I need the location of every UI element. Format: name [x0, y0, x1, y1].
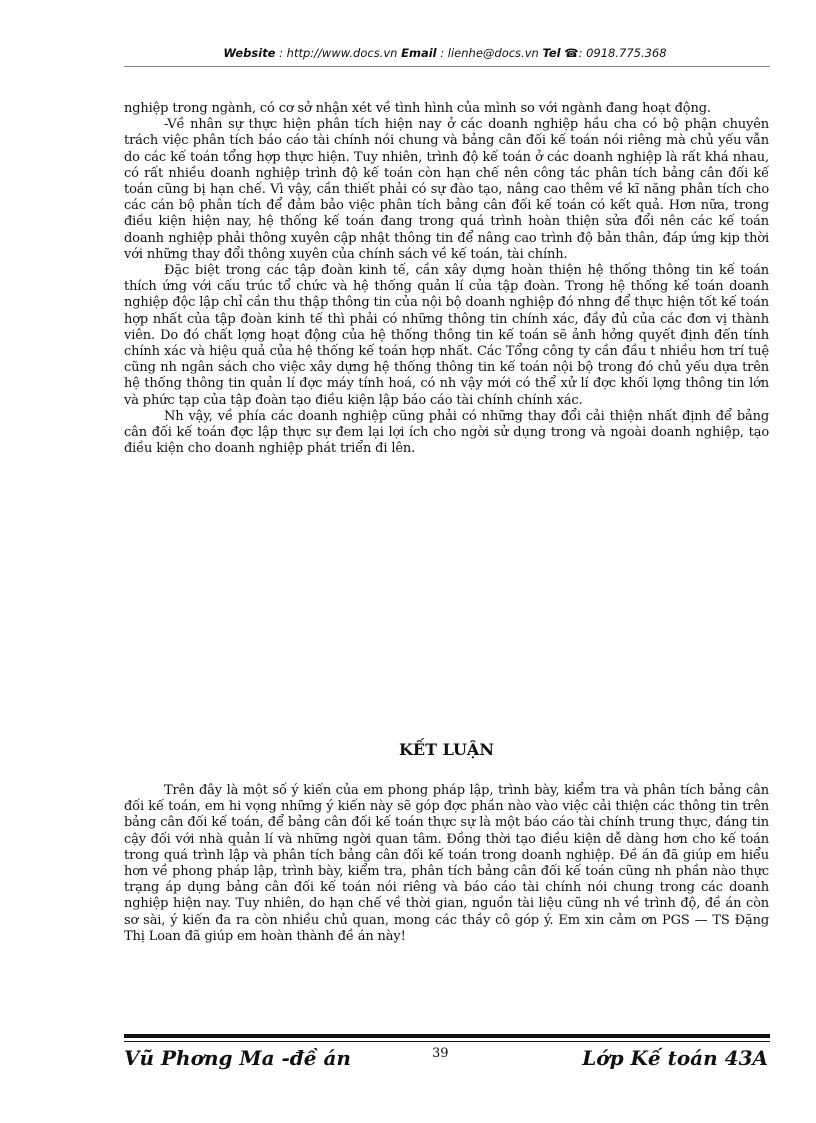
website-value: : http://www.docs.vn: [279, 46, 398, 60]
footer-author: Vũ Phơng Ma -đề án: [124, 1046, 351, 1070]
footer-class: Lớp Kế toán 43A: [582, 1046, 768, 1070]
page-header: [120, 46, 770, 60]
page-number: 39: [432, 1046, 449, 1061]
footer-rule-thick: [124, 1034, 770, 1038]
conclusion-text: [124, 783, 769, 945]
body-paragraph: -Về nhân sự thực hiện phân tích hiện nay ở các doanh nghiệp hầu cha có bộ phận chuyên trách việc phân tích báo cáo tài chính nói chung và bảng cân đối kế toán nói riêng mà chủ yếu vẫn do các kế toán tổng hợp thực hiện. Tuy nhiên, trình độ kế toán ở các doanh nghiệp là rất khá nhau, có rất nhiều doanh nghiệp trình độ kế toán còn hạn chế nên công tác phân tích bảng cân đối kế toán cũng bị hạn chế. Vì vậy, cần thiết phải có sự đào tạo, nâng cao thêm về kĩ năng phân tích cho các cán bộ phân tích để đảm bảo việc phân tích bảng cân đối kế toán có kết quả. Hơn nữa, trong điều kiện hiện nay, hệ thống kế toán đang trong quá trình hoàn thiện sửa đổi nên các kế toán doanh nghiệp phải thông xuyên cập nhật thông tin để nâng cao trình độ bản thân, đáp ứng kịp thời với những thay đổi thông xuyên của chính sách về kế toán, tài chính.: [124, 117, 769, 262]
email-label: Email: [401, 46, 437, 60]
tel-value: : 0918.775.368: [578, 46, 667, 60]
body-text: [124, 101, 769, 457]
phone-icon: ☎: [564, 46, 579, 60]
tel-label: Tel: [542, 46, 561, 60]
email-value: : lienhe@docs.vn: [440, 46, 539, 60]
conclusion-paragraph: Trên đây là một số ý kiến của em phong pháp lập, trình bày, kiểm tra và phân tích bảng cân đối kế toán, em hi vọng những ý kiến này sẽ góp đợc phần nào vào việc cải thiện các thông tin trên bảng cân đối kế toán, để bảng cân đối kế toán thực sự là một báo cáo tài chính trung thực, đáng tin cậy đối với nhà quản lí và những ngời quan tâm. Đồng thời tạo điều kiện dễ dàng hơn cho kế toán trong quá trình lập và phân tích bảng cân đối kế toán trong doanh nghiệp. Đề án đã giúp em hiểu hơn về phong pháp lập, trình bày, kiểm tra, phân tích bảng cân đối kế toán cũng nh phần nào thực trạng áp dụng bảng cân đối kế toán nói riêng và báo cáo tài chính nói chung trong các doanh nghiệp hiện nay. Tuy nhiên, do hạn chế về thời gian, nguồn tài liệu cũng nh về trình độ, đề án còn sơ sài, ý kiến đa ra còn nhiều chủ quan, mong các thầy cô góp ý. Em xin cảm ơn PGS — TS Đặng Thị Loan đã giúp em hoàn thành đề án này!: [124, 783, 769, 944]
body-paragraph: Đặc biệt trong các tập đoàn kinh tế, cần xây dựng hoàn thiện hệ thống thông tin kế toán thích ứng với cấu trúc tổ chức và hệ thống quản lí của tập đoàn. Trong hệ thống kế toán doanh nghiệp độc lập chỉ cần thu thập thông tin của nội bộ doanh nghiệp đó nhng để thực hiện tốt kế toán hợp nhất của tập đoàn kinh tế thì phải có những thông tin chính xác, đầy đủ của các đơn vị thành viên. Do đó chất lợng hoạt động của hệ thống thông tin kế toán sẽ ảnh hởng quyết định đến tính chính xác và hiệu quả của hệ thống kế toán hợp nhất. Các Tổng công ty cần đầu t nhiều hơn trí tuệ cũng nh ngân sách cho việc xây dựng hệ thống thông tin kế toán nội bộ trong đó chủ yếu dựa trên hệ thống thông tin quản lí đợc máy tính hoá, có nh vậy mới có thể xử lí đợc khối lợng thông tin lớn và phức tạp của tập đoàn tạo điều kiện lập báo cáo tài chính chính xác.: [124, 263, 769, 408]
header-rule: [124, 66, 770, 67]
body-paragraph: Nh vậy, về phía các doanh nghiệp cũng phải có những thay đổi cải thiện nhất định để bảng cân đối kế toán đợc lập thực sự đem lại lợi ích cho ngời sử dụng trong và ngoài doanh nghiệp, tạo điều kiện cho doanh nghiệp phát triển đi lên.: [124, 408, 769, 457]
website-label: Website: [223, 46, 276, 60]
footer-rule-thin: [124, 1041, 770, 1042]
conclusion-title: KẾT LUẬN: [399, 740, 494, 759]
body-paragraph: nghiệp trong ngành, có cơ sở nhận xét về tình hình của mình so với ngành đang hoạt động.: [124, 101, 711, 116]
